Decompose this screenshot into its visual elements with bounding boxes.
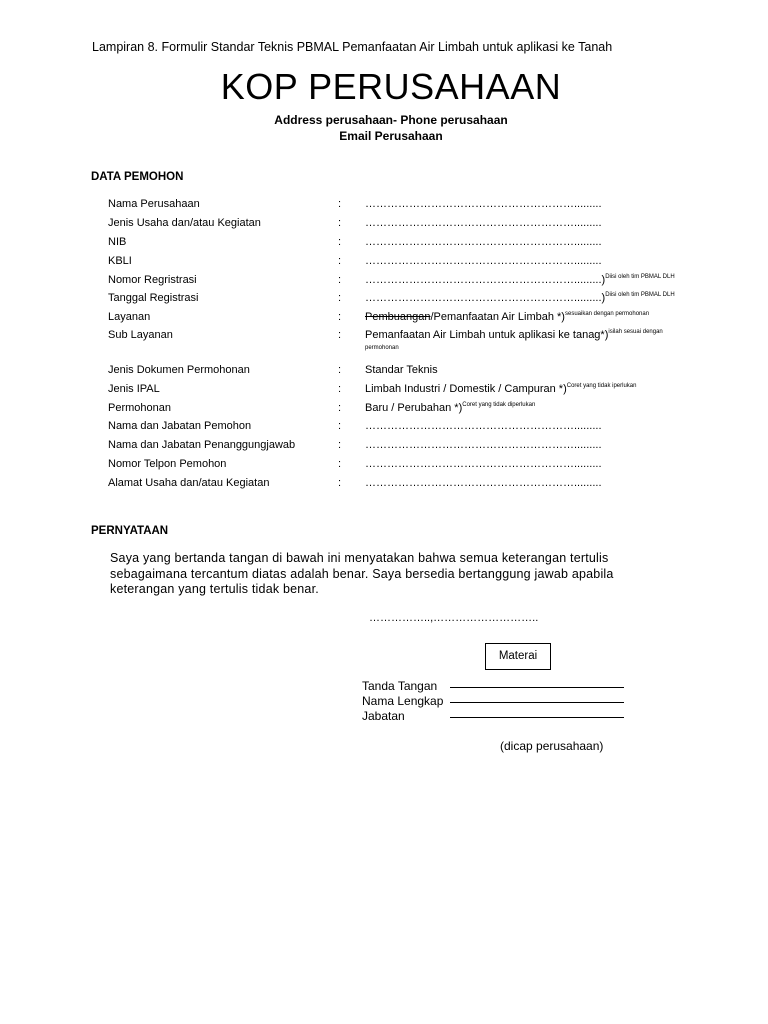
- appendix-caption: Lampiran 8. Formulir Standar Teknis PBMAL Pemanfaatan Air Limbah untuk aplikasi ke Tanah: [92, 40, 613, 54]
- section-title-pernyataan: PERNYATAAN: [91, 525, 169, 537]
- field-value: [365, 311, 649, 323]
- field-blank[interactable]: [365, 292, 675, 304]
- field-label: Sub Layanan: [108, 329, 173, 341]
- full-name-label: Nama Lengkap: [362, 694, 444, 708]
- position-label: Jabatan: [362, 709, 405, 723]
- field-footnote: Coret yang tidak iperlukan: [566, 383, 637, 389]
- address-line: Address perusahaan- Phone perusahaan: [274, 113, 508, 127]
- place-date-blank[interactable]: ……………..,………………………..: [369, 612, 539, 624]
- declaration-line: sebagaimana tercantum diatas adalah benar. Saya bersedia bertanggung jawab apabila: [110, 566, 614, 581]
- field-footnote: Diisi oleh tim PBMAL DLH: [605, 274, 675, 280]
- field-colon: :: [338, 274, 342, 286]
- field-label: Jenis IPAL: [108, 383, 160, 395]
- position-line[interactable]: [450, 717, 624, 718]
- sub-layanan-value: Pemanfaatan Air Limbah untuk aplikasi ke tanag*): [365, 329, 609, 341]
- field-label: Nama Perusahaan: [108, 198, 200, 210]
- field-colon: :: [338, 439, 342, 451]
- field-dots: ………………………………………………….........: [365, 292, 602, 304]
- field-label: Layanan: [108, 311, 151, 323]
- field-dots: ………………………………………………….........: [365, 274, 602, 286]
- section-title-data-pemohon: DATA PEMOHON: [91, 171, 184, 183]
- ipal-options: Limbah Industri / Domestik / Campuran *): [365, 383, 567, 395]
- field-label: KBLI: [108, 255, 132, 267]
- field-value: [365, 329, 663, 341]
- field-footnote-continuation: permohonan: [365, 345, 399, 351]
- field-colon: :: [338, 477, 342, 489]
- field-label: Nama dan Jabatan Pemohon: [108, 420, 252, 432]
- field-blank[interactable]: ………………………………………………….........: [365, 217, 602, 229]
- company-contact-block: [0, 112, 768, 144]
- field-colon: :: [338, 311, 342, 323]
- field-footnote: isilah sesuai dengan: [608, 329, 663, 335]
- field-blank[interactable]: ………………………………………………….........: [365, 236, 602, 248]
- field-colon: :: [338, 198, 342, 210]
- field-colon: :: [338, 402, 342, 414]
- field-blank[interactable]: ………………………………………………….........: [365, 477, 602, 489]
- field-label: Permohonan: [108, 402, 171, 414]
- field-blank[interactable]: [365, 274, 675, 286]
- field-colon: :: [338, 217, 342, 229]
- field-label: Alamat Usaha dan/atau Kegiatan: [108, 477, 270, 489]
- field-label: Nomor Telpon Pemohon: [108, 458, 227, 470]
- stamp-duty-box: Materai: [485, 643, 551, 670]
- permohonan-options: Baru / Perubahan *): [365, 402, 463, 414]
- field-blank[interactable]: ………………………………………………….........: [365, 458, 602, 470]
- field-value: [365, 383, 636, 395]
- declaration-line: Saya yang bertanda tangan di bawah ini menyatakan bahwa semua keterangan tertulis: [110, 551, 609, 565]
- field-footnote: Diisi oleh tim PBMAL DLH: [605, 292, 675, 298]
- field-label: Jenis Dokumen Permohonan: [108, 364, 250, 376]
- email-line: Email Perusahaan: [339, 129, 443, 143]
- declaration-statement: [110, 551, 670, 598]
- field-colon: :: [338, 292, 342, 304]
- field-label: Nama dan Jabatan Penanggungjawab: [108, 439, 296, 451]
- signature-label: Tanda Tangan: [362, 679, 438, 693]
- field-value: [365, 402, 535, 414]
- field-colon: :: [338, 329, 342, 341]
- field-colon: :: [338, 458, 342, 470]
- field-label: Tanggal Registrasi: [108, 292, 199, 304]
- field-value: Standar Teknis: [365, 364, 438, 376]
- declaration-line: keterangan yang tertulis tidak benar.: [110, 582, 319, 596]
- closing-paren: ): [601, 292, 606, 304]
- closing-paren: ): [601, 274, 606, 286]
- field-footnote: Coret yang tidak diperlukan: [462, 402, 536, 408]
- field-footnote: sesuaikan dengan permohonan: [564, 311, 650, 317]
- company-letterhead-title: KOP PERUSAHAAN: [220, 66, 562, 107]
- field-blank[interactable]: ………………………………………………….........: [365, 255, 602, 267]
- field-label: Jenis Usaha dan/atau Kegiatan: [108, 217, 261, 229]
- field-colon: :: [338, 364, 342, 376]
- field-colon: :: [338, 236, 342, 248]
- field-blank[interactable]: ………………………………………………….........: [365, 439, 602, 451]
- field-colon: :: [338, 420, 342, 432]
- field-label: Nomor Regristrasi: [108, 274, 197, 286]
- field-colon: :: [338, 255, 342, 267]
- company-stamp-note: (dicap perusahaan): [500, 739, 604, 753]
- signature-line[interactable]: [450, 687, 624, 688]
- field-blank[interactable]: ………………………………………………….........: [365, 420, 602, 432]
- field-colon: :: [338, 383, 342, 395]
- selected-option: /Pemanfaatan Air Limbah *): [430, 311, 565, 323]
- struck-option: Pembuangan: [365, 311, 431, 323]
- field-blank[interactable]: ………………………………………………….........: [365, 198, 602, 210]
- field-label: NIB: [108, 236, 127, 248]
- full-name-line[interactable]: [450, 702, 624, 703]
